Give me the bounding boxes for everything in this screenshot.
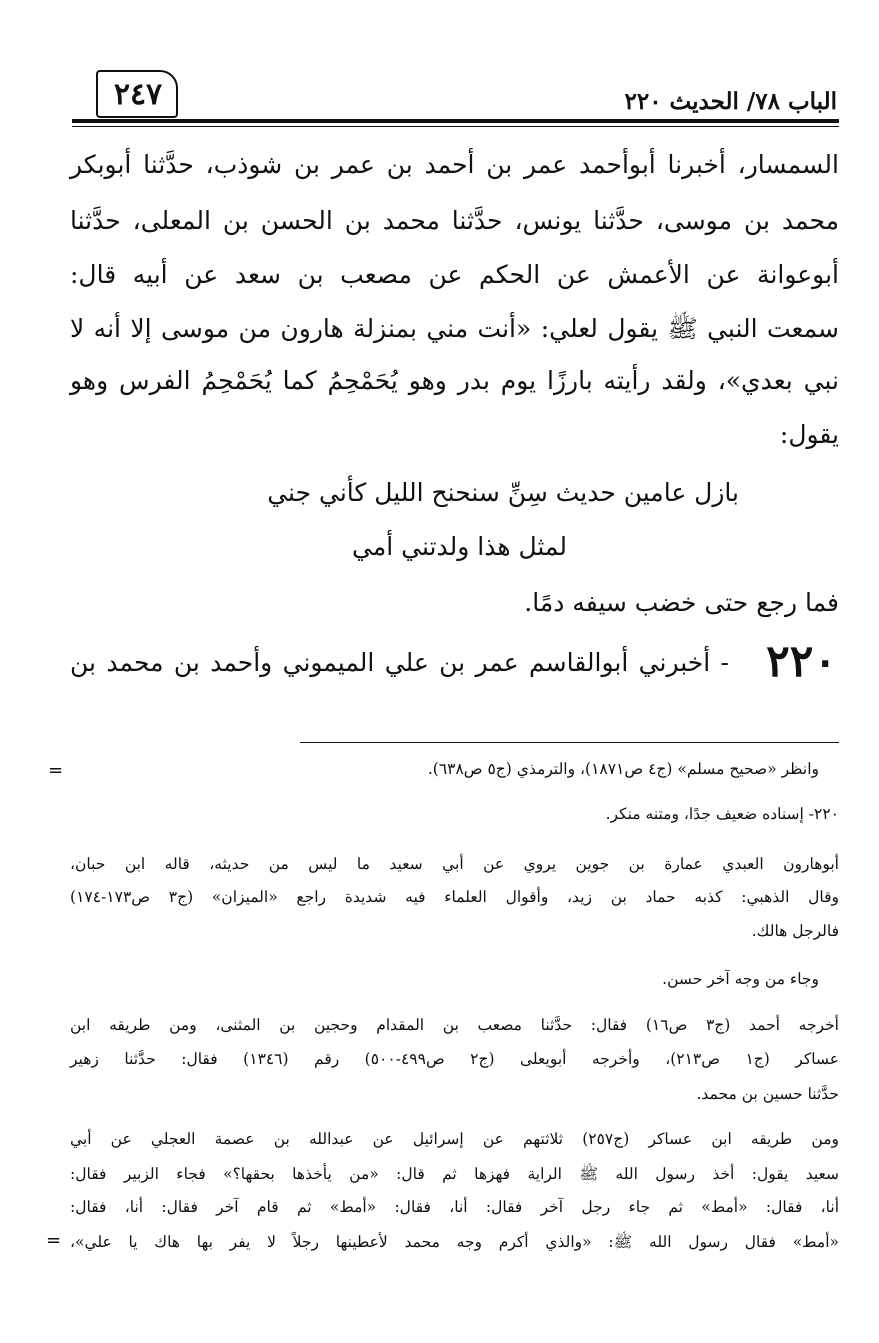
footnote-line: أبوهارون العبدي عمارة بن جوين يروي عن أبي سعيد ما ليس من حديثه، قاله ابن حبان، bbox=[70, 855, 839, 873]
hadith-number: ٢٢٠ bbox=[766, 636, 837, 687]
footnote-line: فالرجل هالك. bbox=[751, 922, 839, 940]
footnote-line: ومن طريقه ابن عساكر (ج٢٥٧) ثلاثتهم عن إسرائيل عن عبدالله بن عصمة العجلي عن أبي bbox=[70, 1130, 839, 1148]
footnote-line: «أمط» فقال رسول الله ﷺ: «والذي أكرم وجه محمد لأعطينها رجلاً لا يفر بها هاك يا علي»، bbox=[70, 1233, 839, 1251]
header-rule-thin bbox=[72, 126, 839, 127]
footnote-separator bbox=[300, 742, 839, 743]
main-text-line: أبوعوانة عن الأعمش عن الحكم عن مصعب بن سعد عن أبيه قال: bbox=[70, 260, 839, 289]
continuation-mark: = bbox=[48, 760, 64, 781]
main-text-line: السمسار، أخبرنا أبوأحمد عمر بن أحمد بن عمر بن شوذب، حدَّثنا أبوبكر bbox=[70, 150, 839, 179]
page-number: ٢٤٧ bbox=[113, 77, 163, 112]
chapter-title: الباب ٧٨/ الحديث ٢٢٠ bbox=[624, 88, 837, 115]
closing-line: فما رجع حتى خضب سيفه دمًا. bbox=[524, 588, 839, 617]
footnote-line: ٢٢٠- إسناده ضعيف جدًا، ومتنه منكر. bbox=[605, 805, 839, 823]
main-text-line: يقول: bbox=[779, 420, 839, 449]
hadith-opening-line: - أخبرني أبوالقاسم عمر بن علي الميموني وأحمد بن محمد بن bbox=[70, 648, 729, 677]
poem-verse-1: بازل عامين حديث سِنِّ سنحنح الليل كأني جني bbox=[267, 478, 739, 507]
main-text-line: نبي بعدي»، ولقد رأيته بارزًا يوم بدر وهو يُحَمْحِمُ كما يُحَمْحِمُ الفرس وهو bbox=[70, 366, 839, 395]
header-rule-thick bbox=[72, 119, 839, 123]
footnote-line: أنا، فقال: «أمط» ثم جاء رجل آخر فقال: أنا، فقال: «أمط» ثم قام آخر فقال: أنا، فقال: bbox=[70, 1198, 839, 1216]
footnote-line: حدَّثنا حسين بن محمد. bbox=[696, 1085, 839, 1103]
footnote-line: أخرجه أحمد (ج٣ ص١٦) فقال: حدَّثنا مصعب بن المقدام وحجين بن المثنى، ومن طريقه ابن bbox=[70, 1016, 839, 1034]
main-text-line: سمعت النبي ﷺ يقول لعلي: «أنت مني بمنزلة هارون من موسى إلا أنه لا bbox=[70, 314, 839, 343]
continuation-end-mark: = bbox=[46, 1230, 62, 1251]
footnote-line: وقال الذهبي: كذبه حماد بن زيد، وأقوال العلماء فيه شديدة راجع «الميزان» (ج٣ ص١٧٣-١٧٤) bbox=[70, 888, 839, 906]
main-text-line: محمد بن موسى، حدَّثنا يونس، حدَّثنا محمد بن الحسن بن المعلى، حدَّثنا bbox=[70, 206, 839, 235]
footnote-line: سعيد يقول: أخذ رسول الله ﷺ الراية فهزها ثم قال: «من يأخذها بحقها؟» فجاء الزبير فقال: bbox=[70, 1165, 839, 1183]
footnote-line: وانظر «صحيح مسلم» (ج٤ ص١٨٧١)، والترمذي (ج٥ ص٦٣٨). bbox=[427, 760, 819, 778]
poem-verse-2: لمثل هذا ولدتني أمي bbox=[352, 532, 567, 561]
footnote-line: وجاء من وجه آخر حسن. bbox=[662, 970, 819, 988]
footnote-line: عساكر (ج١ ص٢١٣)، وأخرجه أبويعلى (ج٢ ص٤٩٩-٥٠٠) رقم (١٣٤٦) فقال: حدَّثنا زهير bbox=[70, 1050, 840, 1068]
